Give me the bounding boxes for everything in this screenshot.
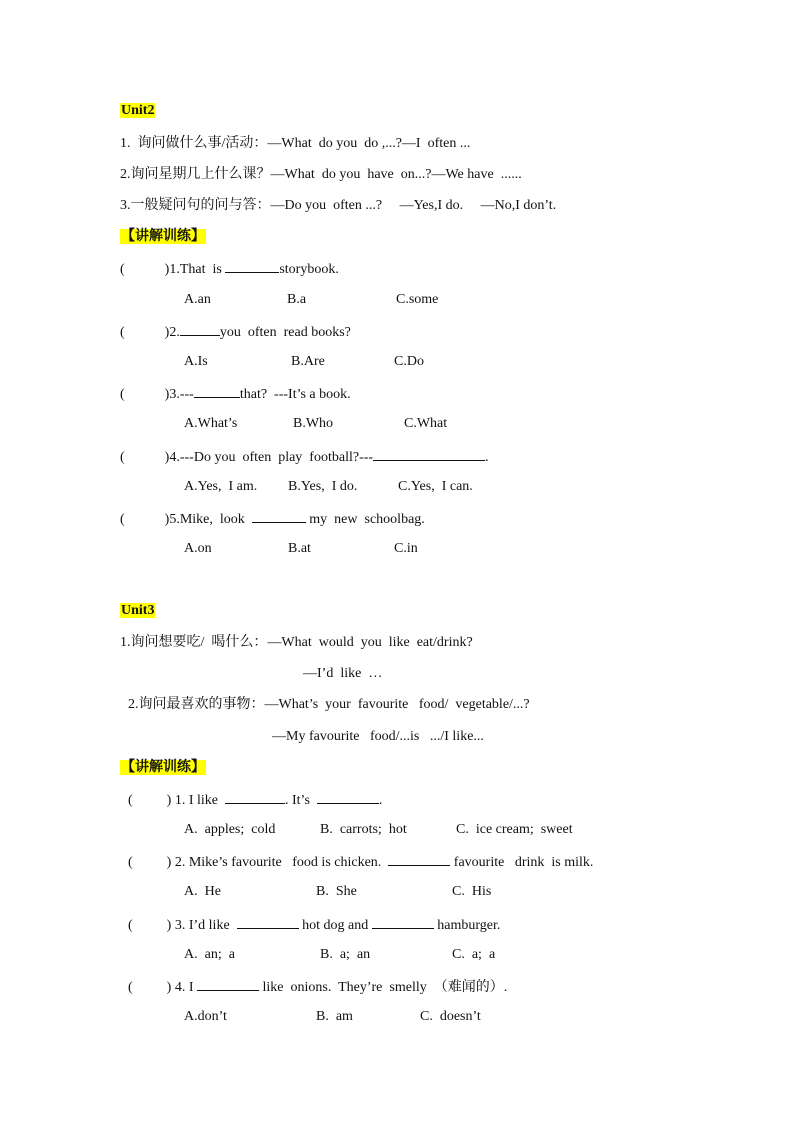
question-row: ( ) 3. I’d like hot dog and hamburger. (128, 914, 500, 936)
option-b[interactable]: B.Are (291, 354, 325, 369)
option-c[interactable]: C. His (452, 884, 492, 899)
option-b[interactable]: B.Yes, I do. (288, 479, 358, 494)
option-b[interactable]: B. She (316, 884, 357, 899)
answer-blank[interactable] (388, 851, 450, 866)
question-row: ( )3.--- that? ---It’s a book. (120, 383, 351, 405)
option-a[interactable]: A.Is (184, 354, 208, 369)
unit3-practice-header: 【讲解训练】 (121, 760, 205, 775)
option-b[interactable]: B. a; an (320, 947, 371, 962)
option-c[interactable]: C. a; a (452, 947, 496, 962)
option-a[interactable]: A.What’s (184, 416, 238, 431)
option-a[interactable]: A. apples; cold (184, 822, 276, 837)
option-c[interactable]: C.What (404, 416, 448, 431)
question-row: ( ) 4. I like onions. They’re smelly （难闻的）. (128, 976, 507, 998)
option-a[interactable]: A.Yes, I am. (184, 479, 258, 494)
question-row: ( ) 2. Mike’s favourite food is chicken. favourite drink is milk. (128, 851, 593, 873)
answer-blank[interactable] (317, 789, 379, 804)
option-c[interactable]: C.in (394, 541, 418, 556)
option-a[interactable]: A.don’t (184, 1009, 227, 1024)
unit2-point-3: 3.一般疑问句的问与答：—Do you often ...? —Yes,I do. —No,I don’t. (120, 198, 557, 213)
answer-blank[interactable] (252, 508, 306, 523)
option-b[interactable]: B. am (316, 1009, 353, 1024)
unit2-point-2: 2.询问星期几上什么课？—What do you have on...?—We have ...... (120, 167, 522, 182)
question-row: ( )1.That is storybook. (120, 258, 339, 280)
question-row: ( )2. you often read books? (120, 321, 351, 343)
answer-blank[interactable] (225, 789, 285, 804)
answer-blank[interactable] (237, 914, 299, 929)
option-b[interactable]: B. carrots; hot (320, 822, 407, 837)
answer-blank[interactable] (372, 914, 434, 929)
unit3-title: Unit3 (121, 603, 155, 618)
answer-blank[interactable] (225, 258, 279, 273)
option-c[interactable]: C. ice cream; sweet (456, 822, 573, 837)
question-row: ( ) 1. I like . It’s . (128, 789, 382, 811)
answer-blank[interactable] (194, 383, 240, 398)
option-a[interactable]: A. an; a (184, 947, 235, 962)
option-c[interactable]: C.some (396, 292, 439, 307)
option-c[interactable]: C.Do (394, 354, 424, 369)
answer-blank[interactable] (373, 446, 485, 461)
answer-blank[interactable] (197, 976, 259, 991)
option-c[interactable]: C.Yes, I can. (398, 479, 473, 494)
question-row: ( )4.---Do you often play football?--- . (120, 446, 489, 468)
unit2-practice-header: 【讲解训练】 (121, 229, 205, 244)
option-c[interactable]: C. doesn’t (420, 1009, 481, 1024)
unit3-point-1-answer: —I’d like … (303, 666, 383, 681)
unit3-point-2: 2.询问最喜欢的事物：—What’s your favourite food/ vegetable/...? (128, 697, 530, 712)
option-a[interactable]: A. He (184, 884, 221, 899)
unit2-point-1: 1. 询问做什么事/活动：—What do you do ,...?—I often ... (120, 136, 471, 151)
option-a[interactable]: A.an (184, 292, 211, 307)
question-row: ( )5.Mike, look my new schoolbag. (120, 508, 425, 530)
option-b[interactable]: B.Who (293, 416, 334, 431)
unit2-title: Unit2 (121, 103, 155, 118)
option-b[interactable]: B.a (287, 292, 307, 307)
unit3-point-1: 1.询问想要吃/ 喝什么：—What would you like eat/drink? (120, 635, 473, 650)
answer-blank[interactable] (180, 321, 220, 336)
option-b[interactable]: B.at (288, 541, 311, 556)
unit3-point-2-answer: —My favourite food/...is .../I like... (272, 729, 484, 744)
option-a[interactable]: A.on (184, 541, 212, 556)
